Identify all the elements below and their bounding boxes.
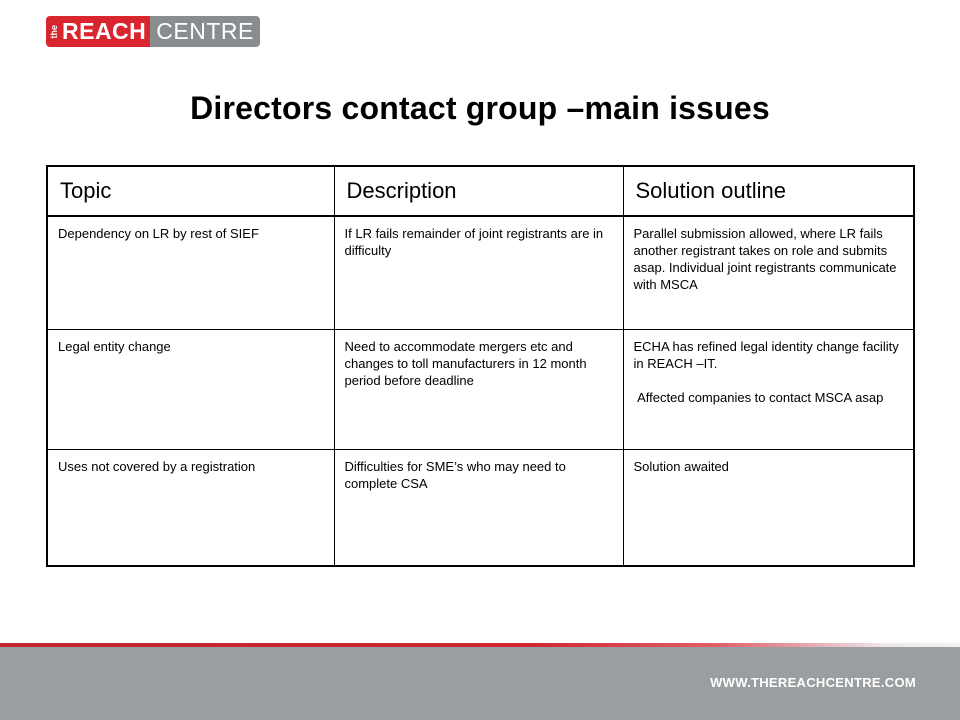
- cell-solution: [623, 329, 914, 449]
- table-row: [47, 216, 914, 329]
- table-row: [47, 449, 914, 566]
- cell-topic: Dependency on LR by rest of SIEF: [47, 216, 334, 329]
- footer-website-link[interactable]: WWW.THEREACHCENTRE.COM: [710, 675, 916, 690]
- slide-title: Directors contact group –main issues: [190, 90, 770, 126]
- cell-solution: Parallel submission allowed, where LR fails another registrant takes on role and submits asap. Individual joint registrants communicate with MSCA: [623, 216, 914, 329]
- cell-topic: Legal entity change: [47, 329, 334, 449]
- table-row: [47, 329, 914, 449]
- cell-description: If LR fails remainder of joint registrants are in difficulty: [334, 216, 623, 329]
- logo-the: the: [49, 24, 59, 39]
- reach-centre-logo: [46, 16, 260, 47]
- cell-description: Need to accommodate mergers etc and changes to toll manufacturers in 12 month period before deadline: [334, 329, 623, 449]
- logo-reach: REACH: [62, 18, 147, 44]
- logo-centre: CENTRE: [150, 16, 260, 47]
- cell-solution: Solution awaited: [623, 449, 914, 566]
- cell-topic: Uses not covered by a registration: [47, 449, 334, 566]
- table-header-row: [47, 166, 914, 216]
- header-description: Description: [334, 166, 623, 216]
- header-topic: Topic: [47, 166, 334, 216]
- logo-red-block: [46, 16, 150, 47]
- cell-description: Difficulties for SME’s who may need to complete CSA: [334, 449, 623, 566]
- issues-table: [46, 165, 915, 567]
- solution-paragraph-extra: Affected companies to contact MSCA asap: [633, 389, 884, 405]
- header-solution: Solution outline: [623, 166, 914, 216]
- solution-paragraph: ECHA has refined legal identity change facility in REACH –IT.: [633, 338, 899, 371]
